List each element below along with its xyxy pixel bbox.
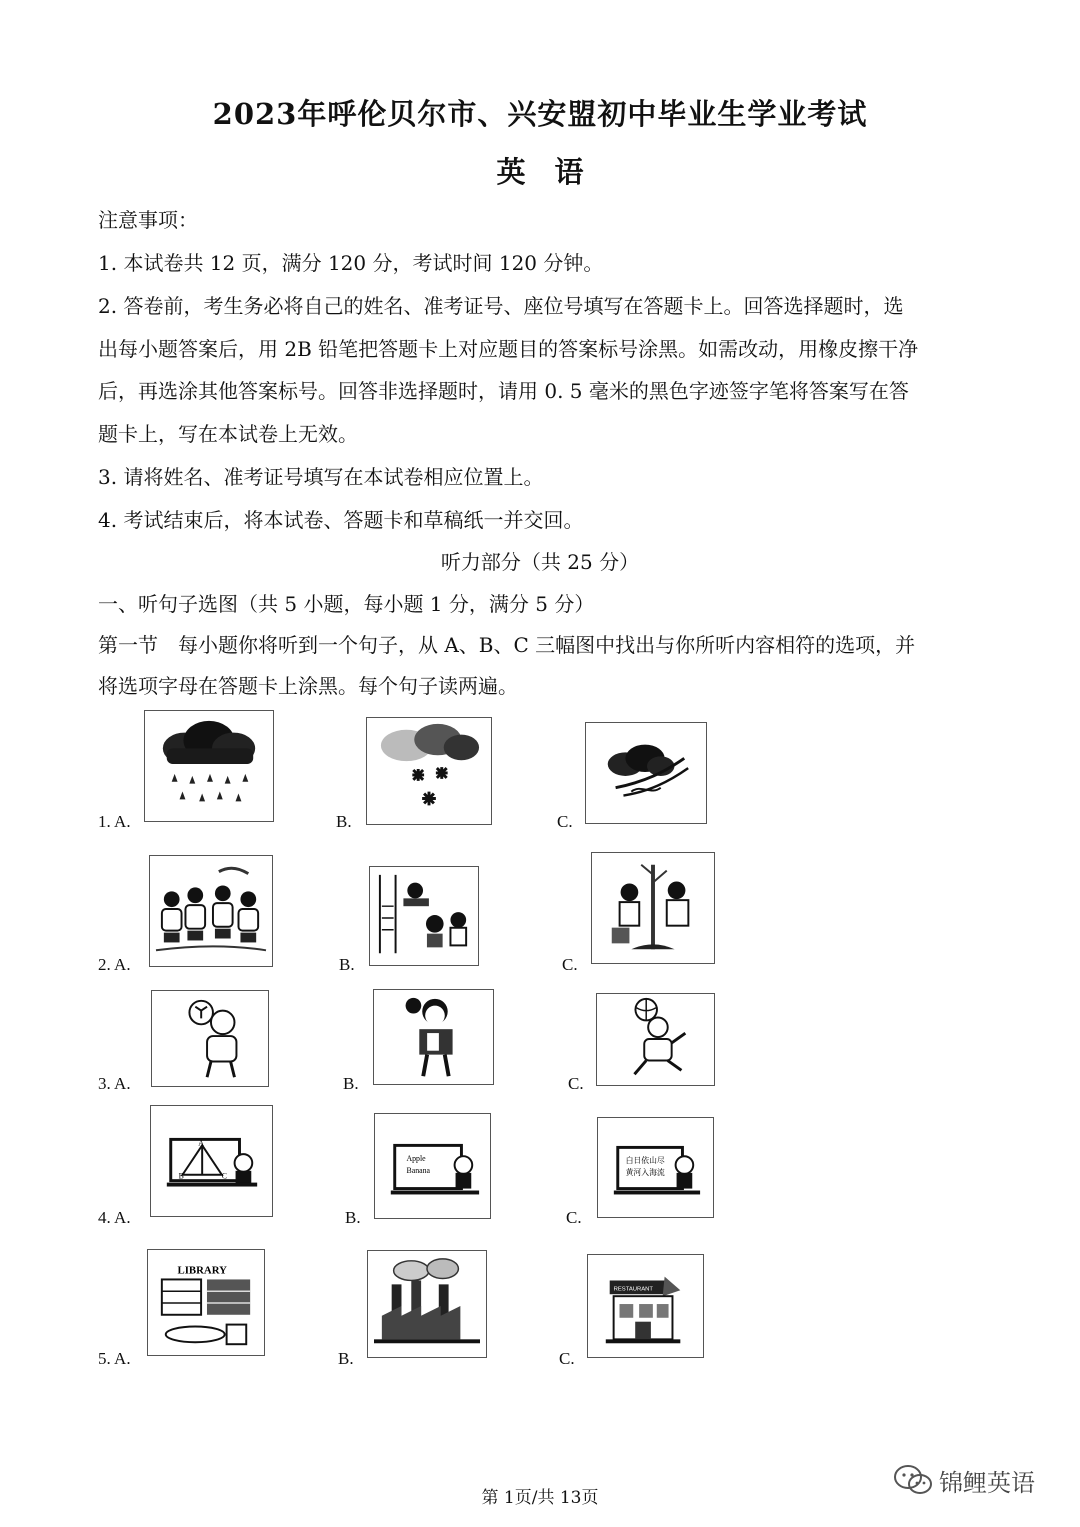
library-sign: LIBRARY xyxy=(177,1264,227,1277)
soccer-ball-icon xyxy=(152,991,268,1086)
blackboard-poem-line-2: 黄河入海流 xyxy=(625,1167,665,1177)
playing-ball-icon xyxy=(370,867,478,965)
svg-text:C: C xyxy=(221,1171,228,1181)
factory-icon xyxy=(368,1251,486,1357)
notice-heading: 注意事项： xyxy=(98,208,198,232)
q2-option-c-planting-tree-image[interactable] xyxy=(591,852,715,964)
q5-option-a-library-image[interactable] xyxy=(147,1249,265,1356)
notice-item-3: 3. 请将姓名、准考证号填写在本试卷相应位置上。 xyxy=(98,465,544,489)
section-instruction-line-2: 将选项字母在答题卡上涂黑。每个句子读两遍。 xyxy=(98,674,518,698)
notice-item-2-line-4: 题卡上，写在本试卷上无效。 xyxy=(98,422,358,446)
watermark-text: 锦鲤英语 xyxy=(939,1468,1035,1497)
page-number: 第 1页/共 13页 xyxy=(481,1488,599,1508)
q1-label-a: 1. A. xyxy=(98,812,131,831)
q5-label-a: 5. A. xyxy=(98,1349,131,1368)
basketball-icon xyxy=(597,994,714,1085)
q1-label-c: C. xyxy=(557,812,573,831)
q3-option-c-basketball-image[interactable] xyxy=(596,993,715,1086)
notice-item-2-line-3: 后，再选涂其他答案标号。回答非选择题时，请用 0. 5 毫米的黑色字迹签字笔将答案写在答 xyxy=(98,379,909,403)
section-one-title: 一、听句子选图（共 5 小题，每小题 1 分，满分 5 分） xyxy=(98,592,595,616)
children-group-icon xyxy=(150,856,272,966)
rain-cloud-icon xyxy=(145,711,273,821)
notice-item-1: 1. 本试卷共 12 页，满分 120 分，考试时间 120 分钟。 xyxy=(98,251,604,275)
snow-cloud-icon xyxy=(367,718,491,824)
q2-option-b-kids-playing-image[interactable] xyxy=(369,866,479,966)
q4-label-b: B. xyxy=(345,1208,361,1227)
q4-option-a-math-class-image[interactable] xyxy=(150,1105,273,1217)
subject-title: 英 语 xyxy=(496,155,584,189)
q3-label-b: B. xyxy=(343,1074,359,1093)
watermark xyxy=(893,1460,1063,1500)
exam-title: 2023年呼伦贝尔市、兴安盟初中毕业生学业考试 xyxy=(212,97,868,131)
q1-label-b: B. xyxy=(336,812,352,831)
wechat-icon xyxy=(893,1463,933,1497)
q1-option-a-rain-image[interactable] xyxy=(144,710,274,822)
notice-item-4: 4. 考试结束后，将本试卷、答题卡和草稿纸一并交回。 xyxy=(98,508,584,532)
planting-tree-icon xyxy=(592,853,714,963)
svg-text:A: A xyxy=(198,1138,204,1148)
listening-part-title: 听力部分（共 25 分） xyxy=(440,550,640,574)
restaurant-sign: RESTAURANT xyxy=(613,1286,654,1293)
q5-option-b-factory-image[interactable] xyxy=(367,1250,487,1358)
q2-label-b: B. xyxy=(339,955,355,974)
notice-item-2-line-1: 2. 答卷前，考生务必将自己的姓名、准考证号、座位号填写在答题卡上。回答选择题时，选 xyxy=(98,294,904,318)
notice-item-2-line-2: 出每小题答案后，用 2B 铅笔把答题卡上对应题目的答案标号涂黑。如需改动，用橡皮擦干净 xyxy=(98,337,919,361)
q5-label-c: C. xyxy=(559,1349,575,1368)
svg-text:B: B xyxy=(178,1171,184,1181)
ping-pong-paddle-icon xyxy=(374,990,493,1084)
section-instruction-line-1: 第一节 每小题你将听到一个句子，从 A、B、C 三幅图中找出与你所听内容相符的选项，并 xyxy=(98,633,916,657)
blackboard-word-apple: Apple xyxy=(406,1154,426,1164)
q2-option-a-kids-picnic-image[interactable] xyxy=(149,855,273,967)
wind-cloud-icon xyxy=(586,723,706,823)
q2-label-a: 2. A. xyxy=(98,955,131,974)
restaurant-icon xyxy=(588,1255,703,1357)
q2-label-c: C. xyxy=(562,955,578,974)
blackboard-words-icon xyxy=(375,1114,490,1218)
library-icon xyxy=(148,1250,264,1355)
q1-option-b-snow-image[interactable] xyxy=(366,717,492,825)
q5-option-c-restaurant-image[interactable] xyxy=(587,1254,704,1358)
blackboard-word-banana: Banana xyxy=(406,1165,430,1175)
q3-option-a-soccer-image[interactable] xyxy=(151,990,269,1087)
q3-option-b-ping-pong-image[interactable] xyxy=(373,989,494,1085)
q3-label-c: C. xyxy=(568,1074,584,1093)
blackboard-poem-line-1: 白日依山尽 xyxy=(625,1156,665,1166)
q4-option-b-english-class-image[interactable] xyxy=(374,1113,491,1219)
blackboard-poem-icon xyxy=(598,1118,713,1217)
q4-label-c: C. xyxy=(566,1208,582,1227)
q1-option-c-wind-image[interactable] xyxy=(585,722,707,824)
q4-option-c-chinese-class-image[interactable] xyxy=(597,1117,714,1218)
blackboard-triangle-icon xyxy=(151,1106,272,1216)
q5-label-b: B. xyxy=(338,1349,354,1368)
q4-label-a: 4. A. xyxy=(98,1208,131,1227)
q3-label-a: 3. A. xyxy=(98,1074,131,1093)
